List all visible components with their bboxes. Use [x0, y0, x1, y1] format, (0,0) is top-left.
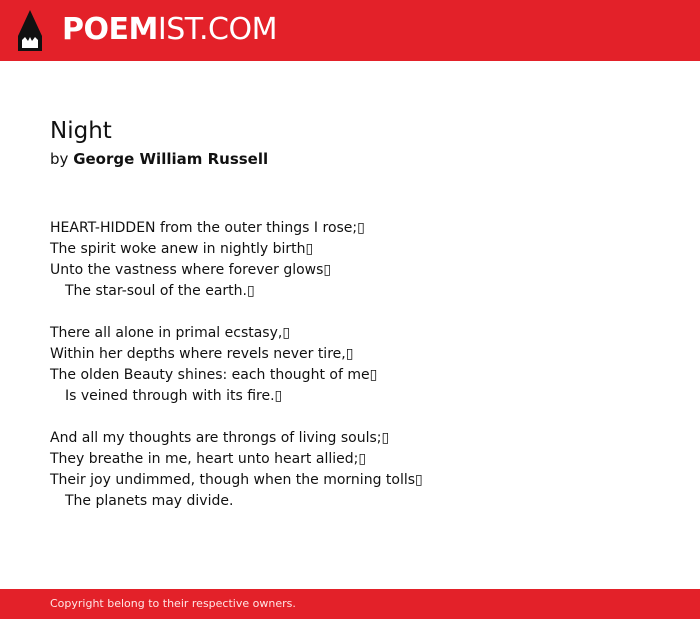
poem-title: Night: [50, 118, 112, 144]
poem-line: The star-soul of the earth.▯: [65, 283, 255, 299]
poem-line: The olden Beauty shines: each thought of me▯: [50, 367, 378, 383]
stanza: [50, 428, 670, 512]
stanza-gap: [50, 407, 670, 428]
poem-line: And all my thoughts are throngs of living souls;▯: [50, 430, 390, 446]
site-header: [0, 0, 700, 61]
stanza: [50, 218, 670, 302]
poem-line: The spirit woke anew in nightly birth▯: [50, 241, 314, 257]
logo-light-text: IST.COM: [157, 12, 277, 47]
stanza: [50, 323, 670, 407]
poem-line: HEART-HIDDEN from the outer things I rose;▯: [50, 220, 365, 236]
poem-body: [50, 218, 670, 512]
poem-line: The planets may divide.: [65, 493, 234, 509]
author-name: George William Russell: [73, 150, 269, 168]
poem-line: Within her depths where revels never tire,▯: [50, 346, 354, 362]
stanza-gap: [50, 302, 670, 323]
poem-line: There all alone in primal ecstasy,▯: [50, 325, 291, 341]
poem-byline: [50, 148, 268, 170]
site-logo[interactable]: [62, 12, 277, 48]
poem-line: Their joy undimmed, though when the morning tolls▯: [50, 472, 423, 488]
logo-strong-text: POEM: [62, 12, 158, 47]
copyright-notice: Copyright belong to their respective owners.: [50, 597, 296, 610]
poem-line: They breathe in me, heart unto heart allied;▯: [50, 451, 367, 467]
by-label: by: [50, 150, 69, 168]
pencil-icon[interactable]: [18, 10, 42, 51]
site-footer: [0, 589, 700, 619]
poem-line: Unto the vastness where forever glows▯: [50, 262, 332, 278]
poem-line: Is veined through with its fire.▯: [65, 388, 283, 404]
